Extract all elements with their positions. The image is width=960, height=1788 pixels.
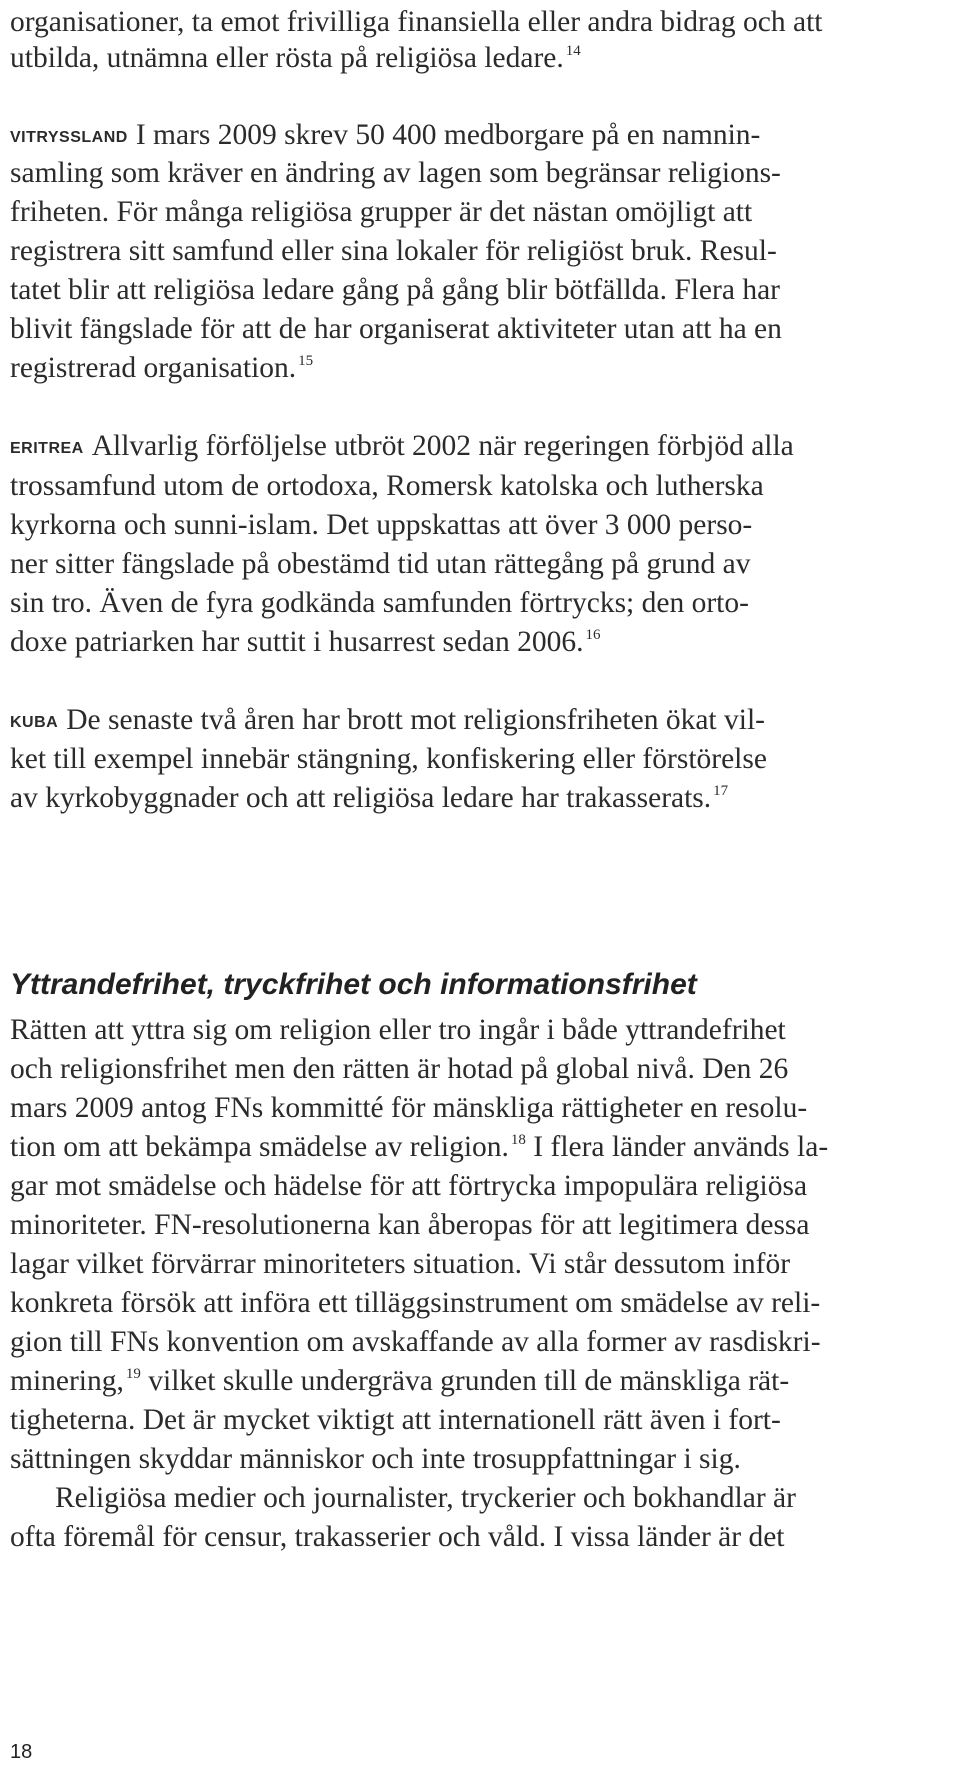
- country-label: ERITREA: [10, 440, 84, 457]
- text-line: och religionsfrihet men den rätten är hotad på global nivå. Den 26: [10, 1053, 789, 1085]
- text-line: registrerad organisation. $^{15}$: [10, 352, 314, 384]
- footnote-ref: 17: [713, 783, 729, 799]
- footnote-ref: 19: [125, 1366, 141, 1382]
- page-number: 18: [10, 1741, 33, 1763]
- footnote-ref: 14: [565, 43, 581, 59]
- text-line: sättningen skyddar människor och inte trosuppfattningar i sig.: [10, 1443, 741, 1475]
- text-line: Rätten att yttra sig om religion eller tro ingår i både yttrandefrihet: [10, 1014, 786, 1046]
- text-line: samling som kräver en ändring av lagen som begränsar religions-: [10, 157, 781, 189]
- text-line: tion om att bekämpa smädelse av religion. $^{18}$ I flera länder används la-: [10, 1131, 829, 1163]
- text-line: organisationer, ta emot frivilliga finansiella eller andra bidrag och att: [10, 6, 823, 38]
- text-line: KUBA De senaste två åren har brott mot religionsfriheten ökat vil-: [10, 704, 765, 736]
- text-line: kyrkorna och sunni-islam. Det uppskattas att över 3 000 perso-: [10, 509, 753, 541]
- text-line: ner sitter fängslade på obestämd tid utan rättegång på grund av: [10, 548, 751, 580]
- footnote-ref: 16: [585, 627, 601, 643]
- text-line: sin tro. Även de fyra godkända samfunden förtrycks; den orto-: [10, 587, 749, 619]
- text-line: minering, $^{19}$ vilket skulle undergräva grunden till de mänskliga rät-: [10, 1365, 790, 1397]
- footnote-ref: 18: [510, 1132, 526, 1148]
- text-line: ket till exempel innebär stängning, konfiskering eller förstörelse: [10, 743, 767, 775]
- text-line: ofta föremål för censur, trakasserier och våld. I vissa länder är det: [10, 1521, 785, 1553]
- text-line: VITRYSSLAND I mars 2009 skrev 50 400 medborgare på en namnin-: [10, 119, 761, 151]
- country-label: VITRYSSLAND: [10, 129, 128, 146]
- text-line: friheten. För många religiösa grupper är det nästan omöjligt att: [10, 196, 753, 228]
- text-line: minoriteter. FN-resolutionerna kan åberopas för att legitimera dessa: [10, 1209, 810, 1241]
- text-line: doxe patriarken har suttit i husarrest sedan 2006. $^{16}$: [10, 626, 601, 658]
- text-line: gion till FNs konvention om avskaffande av alla former av rasdiskri-: [10, 1326, 821, 1358]
- text-line: trossamfund utom de ortodoxa, Romersk katolska och lutherska: [10, 470, 764, 502]
- text-line: lagar vilket förvärrar minoriteters situation. Vi står dessutom inför: [10, 1248, 791, 1280]
- text-line: gar mot smädelse och hädelse för att förtrycka impopulära religiösa: [10, 1170, 808, 1202]
- text-line: blivit fängslade för att de har organiserat aktiviteter utan att ha en: [10, 313, 782, 345]
- text-line: av kyrkobyggnader och att religiösa ledare har trakasserats. $^{17}$: [10, 782, 729, 814]
- text-line: mars 2009 antog FNs kommitté för mänskliga rättigheter en resolu-: [10, 1092, 808, 1124]
- text-line: registrera sitt samfund eller sina lokaler för religiöst bruk. Resul-: [10, 235, 777, 267]
- text-line: tatet blir att religiösa ledare gång på gång blir bötfällda. Flera har: [10, 274, 780, 306]
- text-line: konkreta försök att införa ett tilläggsinstrument om smädelse av reli-: [10, 1287, 821, 1319]
- section-heading: Yttrandefrihet, tryckfrihet och informationsfrihet: [10, 968, 697, 1001]
- footnote-ref: 15: [298, 353, 314, 369]
- country-label: KUBA: [10, 714, 59, 731]
- text-line: ERITREA Allvarlig förföljelse utbröt 2002 när regeringen förbjöd alla: [10, 430, 794, 462]
- text-line: Religiösa medier och journalister, tryckerier och bokhandlar är: [55, 1482, 796, 1514]
- text-line: utbilda, utnämna eller rösta på religiösa ledare. $^{14}$: [10, 42, 581, 74]
- text-line: tigheterna. Det är mycket viktigt att internationell rätt även i fort-: [10, 1404, 781, 1436]
